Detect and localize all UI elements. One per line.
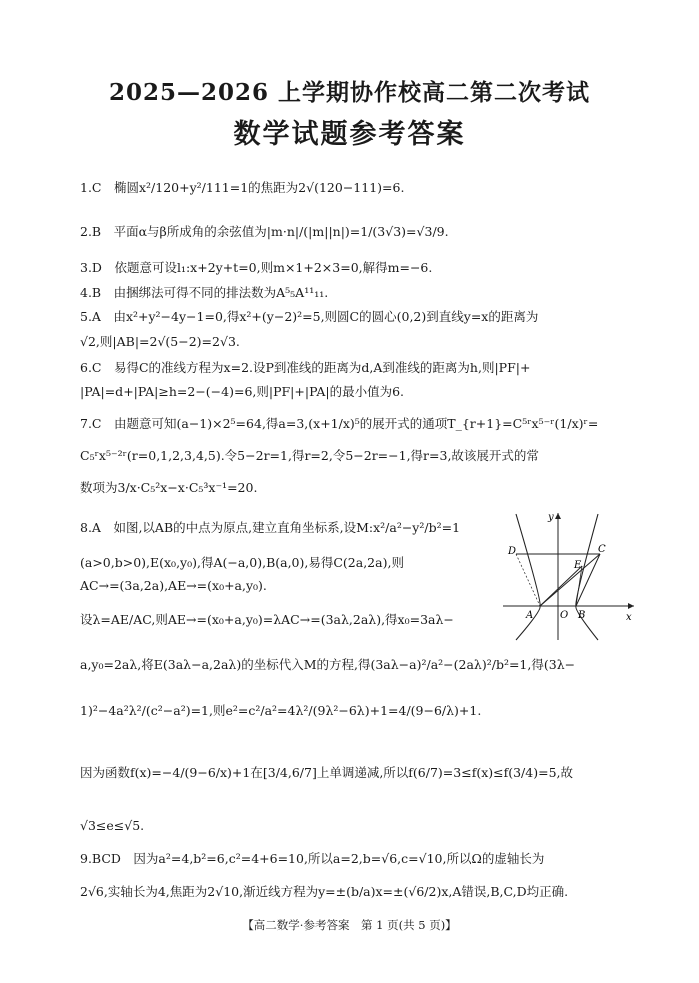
answer-line-3: 3.D 依题意可设l₁:x+2y+t=0,则m×1+2×3=0,解得m=−6. [80, 260, 433, 275]
exam-title: 2025—2026 上学期协作校高二第二次考试 [108, 79, 591, 106]
fig-label-b: B [578, 610, 586, 621]
answer-line-8f: 1)²−4a²λ²/(c²−a²)=1,则e²=c²/a²=4λ²/(9λ²−6λ)+1=4/(9−6/λ)+1. [80, 703, 482, 718]
answer-line-8b: (a>0,b>0),E(x₀,y₀),得A(−a,0),B(a,0),易得C(2a,2a),则 [80, 555, 404, 570]
answer-line-6b: |PA|=d+|PA|≥h=2−(−4)=6,则|PF|+|PA|的最小值为6. [80, 384, 404, 399]
answer-line-1: 1.C 椭圆x²/120+y²/111=1的焦距为2√(120−111)=6. [80, 180, 405, 195]
answer-line-8h: √3≤e≤√5. [80, 818, 145, 833]
answer-line-5b: √2,则|AB|=2√(5−2)=2√3. [80, 334, 240, 349]
fig-label-a: A [526, 610, 534, 621]
fig-label-d: D [508, 546, 517, 557]
answer-line-8d: 设λ=AE/AC,则AE→=(x₀+a,y₀)=λAC→=(3aλ,2aλ),得x₀=3aλ− [80, 612, 454, 627]
answer-line-8c: AC→=(3a,2a),AE→=(x₀+a,y₀). [80, 578, 267, 593]
fig-label-c: C [598, 544, 606, 555]
answer-line-8g: 因为函数f(x)=−4/(9−6/x)+1在[3/4,6/7]上单调递减,所以f(6/7)=3≤f(x)≤f(3/4)=5,故 [80, 765, 573, 780]
answer-line-8e: a,y₀=2aλ,将E(3aλ−a,2aλ)的坐标代入M的方程,得(3aλ−a)²/a²−(2aλ)²/b²=1,得(3λ− [80, 657, 576, 672]
fig-label-o: O [560, 610, 569, 621]
fig-label-y: y [548, 512, 554, 523]
answer-line-7: 7.C 由题意可知(a−1)×2⁵=64,得a=3,(x+1/x)⁵的展开式的通项T_{r+1}=C⁵ʳx⁵⁻ʳ(1/x)ʳ= [80, 416, 599, 431]
answer-line-8: 8.A 如图,以AB的中点为原点,建立直角坐标系,设M:x²/a²−y²/b²=1 [80, 520, 461, 535]
answer-line-9: 9.BCD 因为a²=4,b²=6,c²=4+6=10,所以a=2,b=√6,c=√10,所以Ω的虚轴长为 [80, 851, 545, 866]
fig-label-x: x [626, 612, 632, 623]
answer-line-4: 4.B 由捆绑法可得不同的排法数为A⁵₅A¹¹₁₁. [80, 285, 329, 300]
answer-key-title: 数学试题参考答案 [233, 119, 466, 150]
answer-line-7b: C₅ʳx⁵⁻²ʳ(r=0,1,2,3,4,5).令5−2r=1,得r=2,令5−2r=−1,得r=3,故该展开式的常 [80, 448, 539, 463]
answer-line-2: 2.B 平面α与β所成角的余弦值为|m·n|/(|m||n|)=1/(3√3)=√3/9. [80, 224, 449, 239]
answer-line-9b: 2√6,实轴长为4,焦距为2√10,渐近线方程为y=±(b/a)x=±(√6/2)x,A错误,B,C,D均正确. [80, 884, 569, 899]
hyperbola-figure [498, 510, 638, 642]
answer-line-7c: 数项为3/x·C₅²x−x·C₅³x⁻¹=20. [80, 480, 258, 495]
answer-line-6: 6.C 易得C的准线方程为x=2.设P到准线的距离为d,A到准线的距离为h,则|PF|+ [80, 360, 531, 375]
fig-label-e: E [574, 560, 582, 571]
answer-line-5: 5.A 由x²+y²−4y−1=0,得x²+(y−2)²=5,则圆C的圆心(0,2)到直线y=x的距离为 [80, 309, 539, 324]
page-footer: 【高二数学·参考答案 第 1 页(共 5 页)】 [242, 918, 457, 932]
